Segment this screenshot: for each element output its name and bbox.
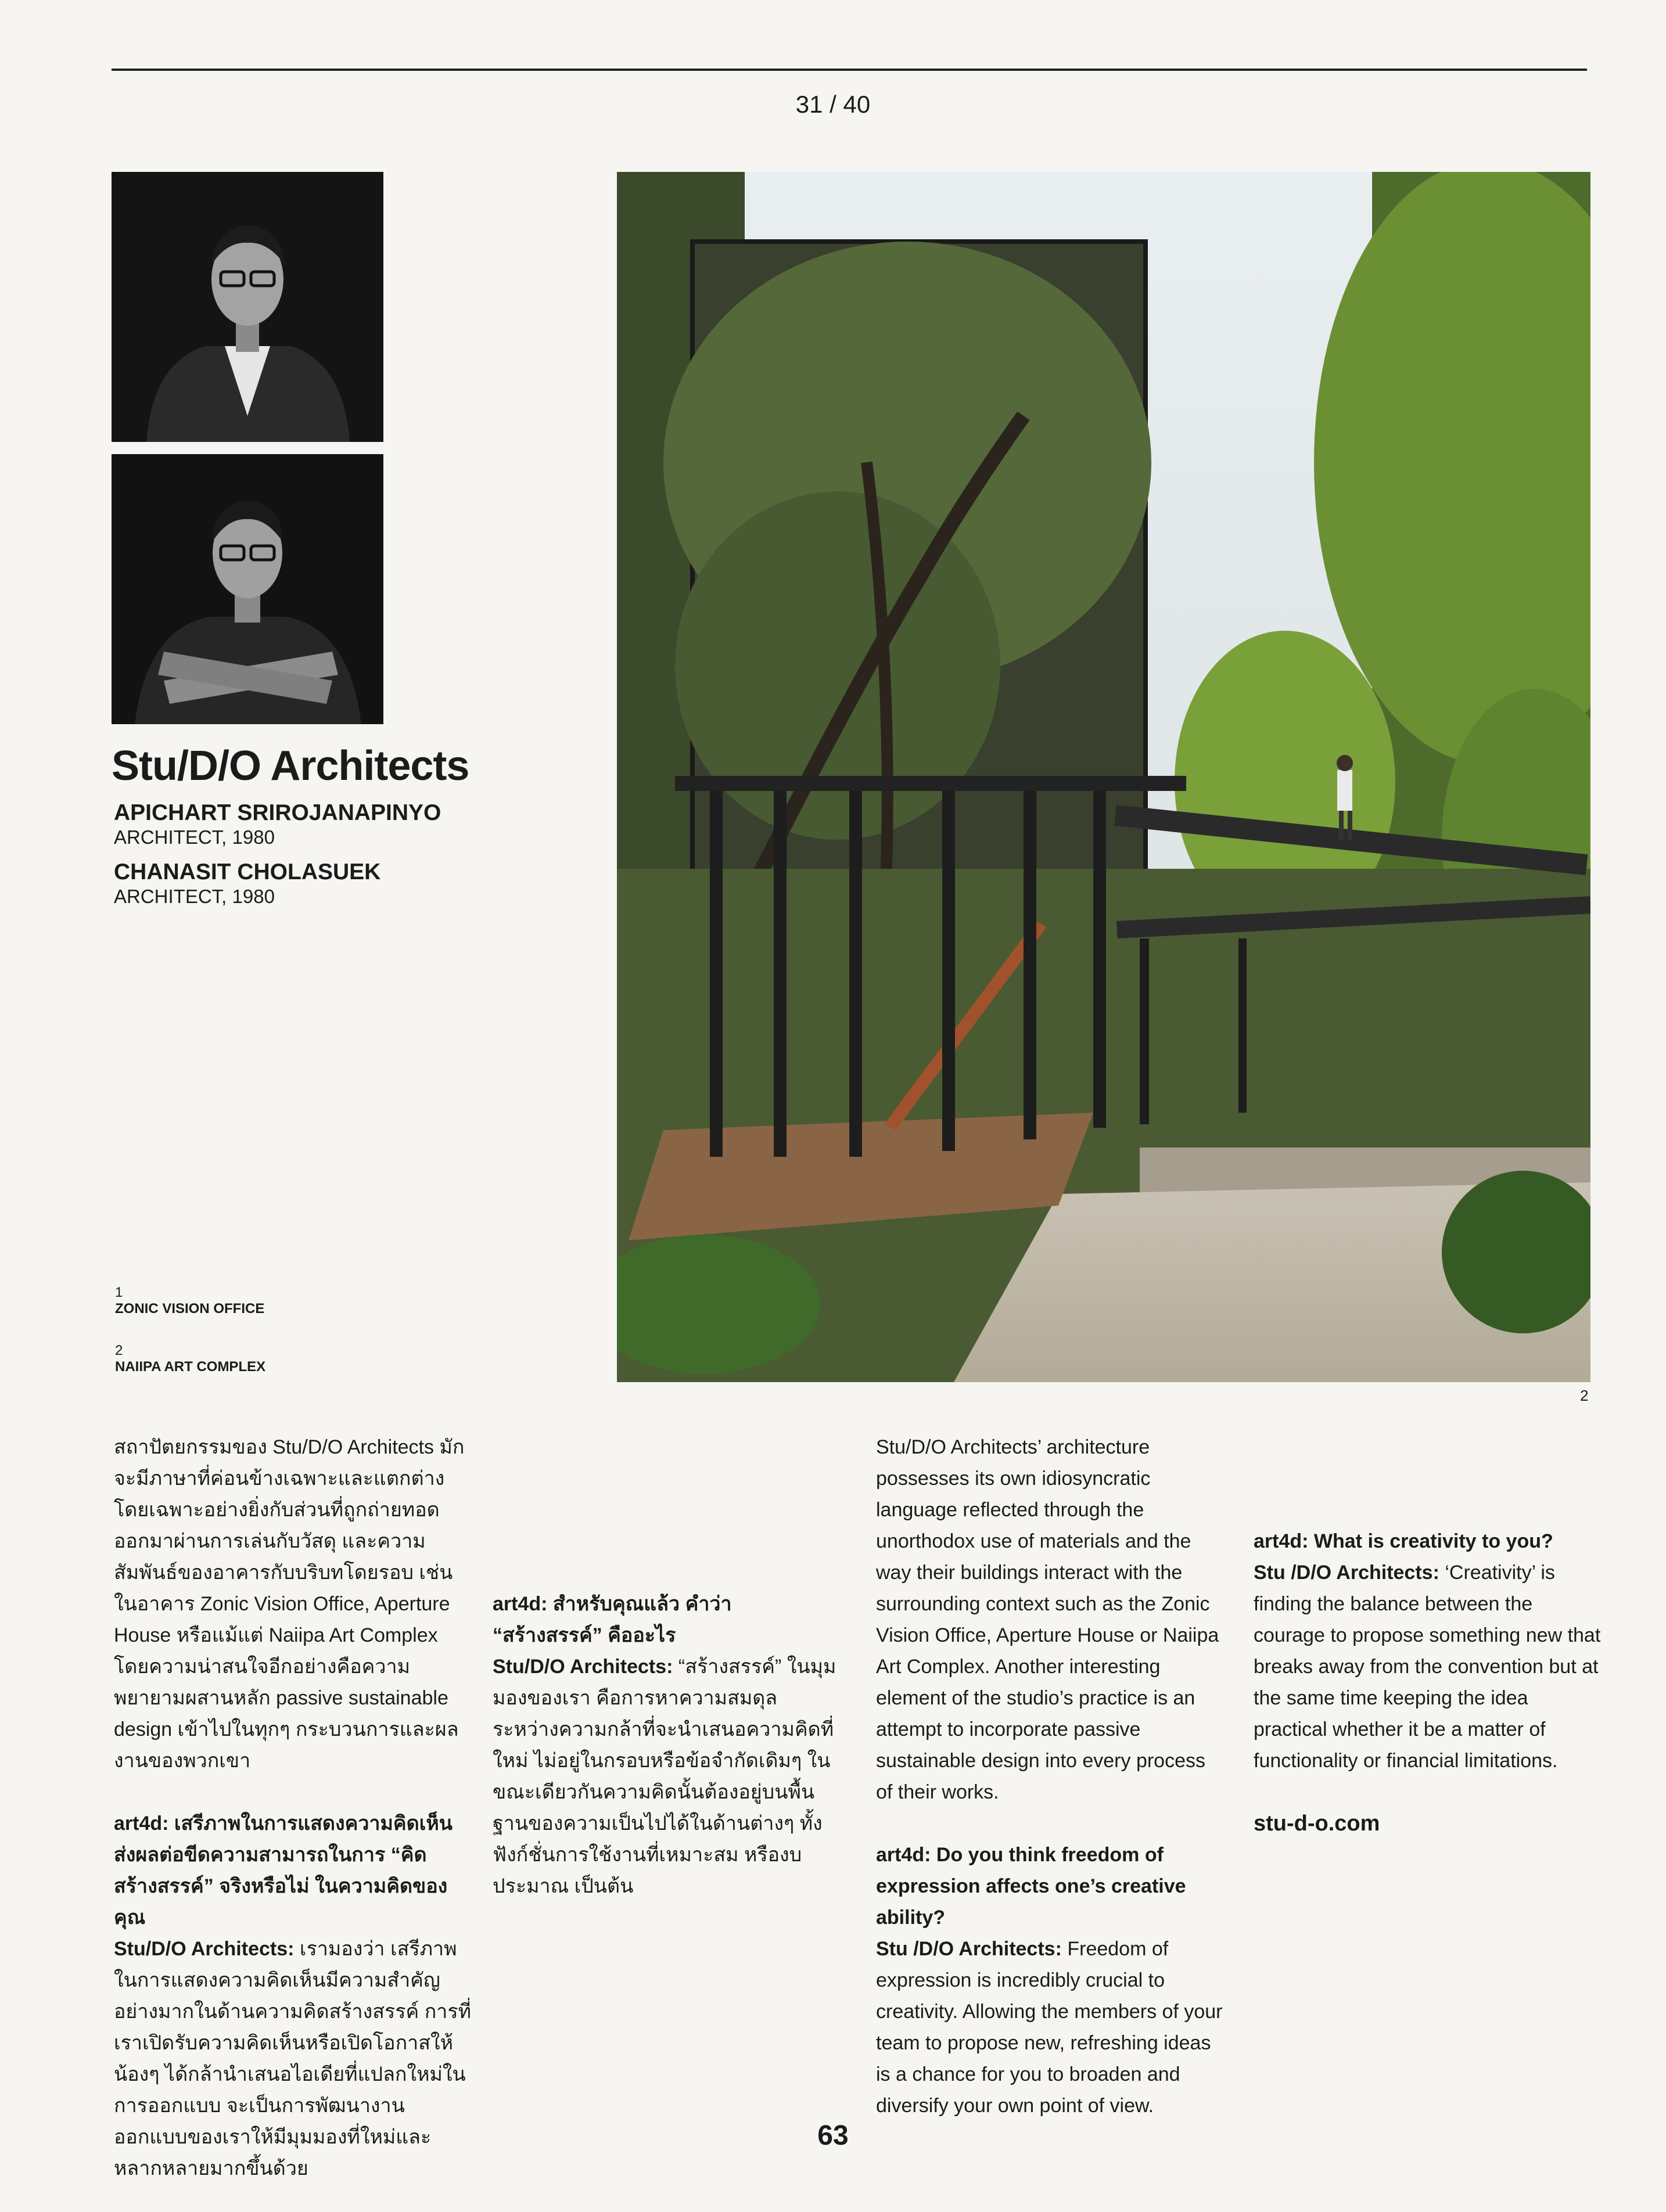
- thai-a2-block: [493, 1651, 841, 1902]
- english-a2-block: [1254, 1557, 1602, 1776]
- person-role: ARCHITECT, 1980: [114, 826, 275, 848]
- english-q2: art4d: What is creativity to you?: [1254, 1530, 1553, 1552]
- column-spacer: [1254, 1431, 1602, 1526]
- naiipa-art-complex-photo: [617, 172, 1590, 1382]
- column-spacer: [493, 1431, 841, 1588]
- english-a1-block: [876, 1933, 1225, 2121]
- english-intro: Stu/D/O Architects’ architecture possesses its own idiosyncratic language reflected through the unorthodox use of materials and the way their buildings interact with the surrounding context such as the Zonic Vision Office, Aperture House or Naiipa Art Complex. Another interesting element of the studio’s practice is an attempt to incorporate passive sustainable design into every process of their works.: [876, 1436, 1219, 1803]
- thai-column-2: [493, 1431, 841, 1902]
- english-q1: art4d: Do you think freedom of expression affects one’s creative ability?: [876, 1844, 1186, 1929]
- caption-item: [115, 1343, 265, 1375]
- caption-text: NAIIPA ART COMPLEX: [115, 1359, 266, 1375]
- portrait-apichart: [112, 172, 383, 442]
- answer-label: Stu /D/O Architects:: [876, 1938, 1062, 1960]
- image-captions: [115, 1285, 265, 1401]
- english-a2: ‘Creativity’ is finding the balance between the courage to propose something new that breaks away from the convention but at the same time keeping the idea practical whether it be a matter of functionality or financial limitations.: [1254, 1562, 1601, 1772]
- top-rule: [112, 69, 1587, 71]
- english-column-1: [876, 1431, 1225, 2121]
- studio-title: Stu/D/O Architects: [112, 743, 469, 789]
- studio-website-link[interactable]: stu-d-o.com: [1254, 1811, 1380, 1836]
- person-name: CHANASIT CHOLASUEK: [114, 859, 381, 884]
- answer-label: Stu /D/O Architects:: [1254, 1562, 1439, 1584]
- thai-column-1: [114, 1431, 474, 2184]
- answer-label: Stu/D/O Architects:: [114, 1938, 295, 1960]
- answer-label: Stu/D/O Architects:: [493, 1656, 673, 1678]
- thai-a1: เรามองว่า เสรีภาพในการแสดงความคิดเห็นมีความสำคัญอย่างมากในด้านความคิดสร้างสรรค์ การที่เราเปิดรับความคิดเห็นหรือเปิดโอกาสให้น้องๆ ได้กล้านำเสนอไอเดียที่แปลกใหม่ในการออกแบบ จะเป็นการพัฒนางานออกแบบของเราให้มีมุมมองที่ใหม่และหลากหลายมากขึ้นด้วย: [114, 1938, 472, 2179]
- english-column-2: [1254, 1431, 1602, 1839]
- thai-a2: “สร้างสรรค์” ในมุมมองของเรา คือการหาความสมดุลระหว่างความกล้าที่จะนำเสนอความคิดที่ใหม่ ไม่อยู่ในกรอบหรือข้อจำกัดเดิมๆ ในขณะเดียวกันความคิดนั้นต้องอยู่บนพื้นฐานของความเป็นไปได้ในด้านต่างๆ ทั้งฟังก์ชั่นการใช้งานที่เหมาะสม หรืองบประมาณ เป็นต้น: [493, 1656, 836, 1897]
- photo-number: 2: [1580, 1387, 1589, 1404]
- person-role: ARCHITECT, 1980: [114, 886, 275, 907]
- portrait-chanasit: [112, 454, 383, 724]
- caption-item: [115, 1285, 265, 1317]
- thai-q1: art4d: เสรีภาพในการแสดงความคิดเห็นส่งผลต่อขีดความสามารถในการ “คิดสร้างสรรค์” จริงหรือไม่ ในความคิดของคุณ: [114, 1812, 453, 1929]
- person-name: APICHART SRIROJANAPINYO: [114, 800, 441, 825]
- caption-number: 2: [115, 1343, 123, 1358]
- caption-number: 1: [115, 1285, 123, 1300]
- thai-q2: art4d: สำหรับคุณแล้ว คำว่า “สร้างสรรค์” คืออะไร: [493, 1593, 732, 1646]
- thai-intro: สถาปัตยกรรมของ Stu/D/O Architects มักจะมีภาษาที่ค่อนข้างเฉพาะและแตกต่าง โดยเฉพาะอย่างยิ่งกับส่วนที่ถูกถ่ายทอดออกมาผ่านการเล่นกับวัสดุ และความสัมพันธ์ของอาคารกับบริบทโดยรอบ เช่น ในอาคาร Zonic Vision Office, Aperture House หรือแม้แต่ Naiipa Art Complex โดยความน่าสนใจอีกอย่างคือความพยายามผสานหลัก passive sustainable design เข้าไปในทุกๆ กระบวนการและผลงานของพวกเขา: [114, 1436, 465, 1772]
- english-a1: Freedom of expression is incredibly crucial to creativity. Allowing the members of your team to propose new, refreshing ideas is a chance for you to broaden and diversify your own point of view.: [876, 1938, 1223, 2117]
- page-counter: 31 / 40: [795, 91, 871, 118]
- page-number: 63: [817, 2120, 849, 2151]
- caption-text: ZONIC VISION OFFICE: [115, 1301, 265, 1317]
